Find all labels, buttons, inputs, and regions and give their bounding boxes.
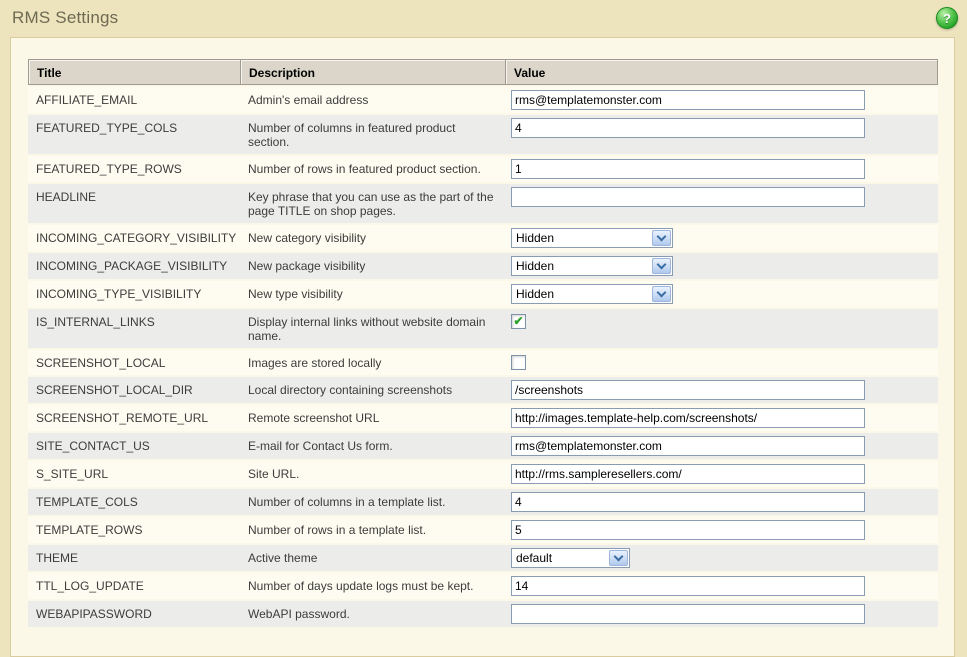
setting-description: Admin's email address	[240, 87, 505, 113]
table-row	[28, 156, 938, 182]
setting-value-input[interactable]	[511, 492, 865, 512]
setting-title: SCREENSHOT_REMOTE_URL	[28, 405, 240, 431]
table-row	[28, 281, 938, 307]
setting-description: Number of columns in featured product section.	[240, 115, 505, 154]
settings-panel	[10, 37, 955, 657]
setting-value-cell	[505, 253, 938, 279]
setting-title: HEADLINE	[28, 184, 240, 223]
setting-description: Number of rows in featured product section.	[240, 156, 505, 182]
setting-value-cell	[505, 115, 938, 154]
help-question-glyph: ?	[943, 10, 951, 26]
setting-title: SITE_CONTACT_US	[28, 433, 240, 459]
setting-value-checkbox[interactable]	[511, 355, 526, 370]
setting-title: TEMPLATE_ROWS	[28, 517, 240, 543]
chevron-down-icon	[652, 230, 671, 246]
table-row	[28, 309, 938, 348]
setting-title: FEATURED_TYPE_COLS	[28, 115, 240, 154]
table-row	[28, 350, 938, 375]
table-row	[28, 184, 938, 223]
chevron-down-icon	[652, 258, 671, 274]
column-header-description: Description	[240, 59, 505, 85]
select-selected-option: Hidden	[516, 287, 555, 301]
setting-description: Key phrase that you can use as the part of the page TITLE on shop pages.	[240, 184, 505, 223]
setting-value-cell	[505, 545, 938, 571]
setting-title: FEATURED_TYPE_ROWS	[28, 156, 240, 182]
setting-title: WEBAPIPASSWORD	[28, 601, 240, 627]
table-header-row	[28, 59, 938, 85]
setting-title: AFFILIATE_EMAIL	[28, 87, 240, 113]
page-header	[0, 0, 967, 37]
setting-description: New type visibility	[240, 281, 505, 307]
setting-title: TTL_LOG_UPDATE	[28, 573, 240, 599]
setting-description: WebAPI password.	[240, 601, 505, 627]
setting-value-cell	[505, 225, 938, 251]
setting-value-select[interactable]	[511, 256, 673, 276]
setting-value-cell	[505, 405, 938, 431]
setting-title: THEME	[28, 545, 240, 571]
setting-value-cell	[505, 184, 938, 223]
setting-title: SCREENSHOT_LOCAL	[28, 350, 240, 375]
setting-value-cell	[505, 601, 938, 627]
setting-value-select[interactable]	[511, 228, 673, 248]
setting-description: New category visibility	[240, 225, 505, 251]
setting-value-cell	[505, 156, 938, 182]
table-row	[28, 225, 938, 251]
chevron-down-icon	[652, 286, 671, 302]
setting-description: Number of columns in a template list.	[240, 489, 505, 515]
setting-value-cell	[505, 573, 938, 599]
checkmark-icon: ✔	[513, 314, 524, 328]
setting-title: IS_INTERNAL_LINKS	[28, 309, 240, 348]
setting-description: Display internal links without website domain name.	[240, 309, 505, 348]
select-selected-option: default	[516, 551, 553, 565]
setting-value-input[interactable]	[511, 464, 865, 484]
setting-value-cell	[505, 433, 938, 459]
table-row	[28, 489, 938, 515]
table-row	[28, 253, 938, 279]
setting-title: S_SITE_URL	[28, 461, 240, 487]
setting-value-input[interactable]	[511, 576, 865, 596]
select-selected-option: Hidden	[516, 231, 555, 245]
column-header-value: Value	[505, 59, 938, 85]
setting-description: New package visibility	[240, 253, 505, 279]
settings-table	[28, 57, 938, 629]
page-title: RMS Settings	[12, 8, 119, 27]
table-row	[28, 601, 938, 627]
setting-description: Number of rows in a template list.	[240, 517, 505, 543]
setting-title: INCOMING_PACKAGE_VISIBILITY	[28, 253, 240, 279]
setting-value-cell	[505, 309, 938, 348]
setting-value-cell	[505, 350, 938, 375]
setting-value-cell	[505, 281, 938, 307]
chevron-down-icon	[609, 550, 628, 566]
table-row	[28, 433, 938, 459]
setting-title: SCREENSHOT_LOCAL_DIR	[28, 377, 240, 403]
setting-description: Number of days update logs must be kept.	[240, 573, 505, 599]
setting-value-checkbox[interactable]	[511, 314, 526, 329]
setting-value-input[interactable]	[511, 436, 865, 456]
setting-description: Active theme	[240, 545, 505, 571]
table-row	[28, 545, 938, 571]
setting-value-input[interactable]	[511, 380, 865, 400]
setting-description: Site URL.	[240, 461, 505, 487]
help-icon[interactable]	[936, 7, 958, 29]
setting-value-cell	[505, 517, 938, 543]
column-header-title: Title	[28, 59, 240, 85]
setting-value-cell	[505, 87, 938, 113]
setting-value-input[interactable]	[511, 90, 865, 110]
setting-value-input[interactable]	[511, 604, 865, 624]
setting-description: E-mail for Contact Us form.	[240, 433, 505, 459]
setting-title: TEMPLATE_COLS	[28, 489, 240, 515]
setting-value-input[interactable]	[511, 118, 865, 138]
table-row	[28, 573, 938, 599]
table-row	[28, 517, 938, 543]
table-row	[28, 405, 938, 431]
select-selected-option: Hidden	[516, 259, 555, 273]
setting-value-input[interactable]	[511, 408, 865, 428]
table-row	[28, 87, 938, 113]
setting-value-cell	[505, 377, 938, 403]
setting-value-select[interactable]	[511, 284, 673, 304]
setting-title: INCOMING_CATEGORY_VISIBILITY	[28, 225, 240, 251]
setting-title: INCOMING_TYPE_VISIBILITY	[28, 281, 240, 307]
setting-description: Local directory containing screenshots	[240, 377, 505, 403]
setting-value-cell	[505, 489, 938, 515]
setting-description: Images are stored locally	[240, 350, 505, 375]
setting-description: Remote screenshot URL	[240, 405, 505, 431]
table-row	[28, 461, 938, 487]
table-row	[28, 377, 938, 403]
setting-value-input[interactable]	[511, 520, 865, 540]
setting-value-select[interactable]	[511, 548, 630, 568]
setting-value-cell	[505, 461, 938, 487]
setting-value-input[interactable]	[511, 187, 865, 207]
table-row	[28, 115, 938, 154]
setting-value-input[interactable]	[511, 159, 865, 179]
